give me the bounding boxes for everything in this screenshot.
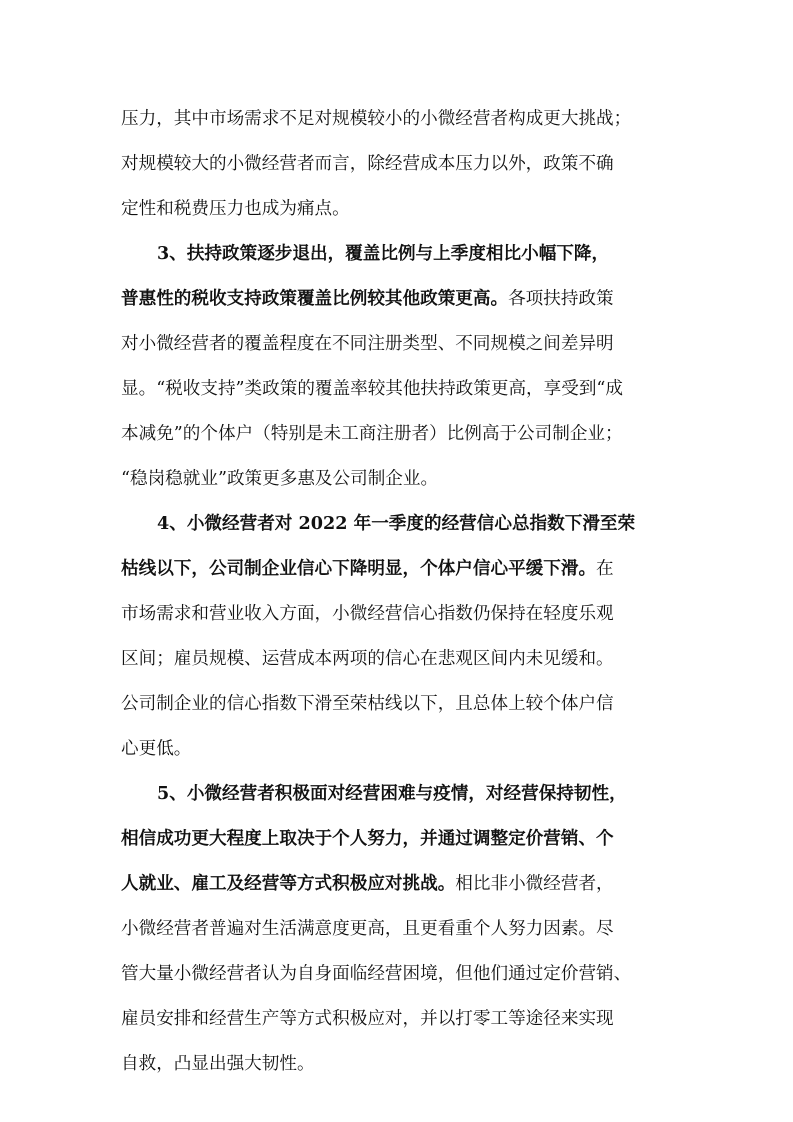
line-bold-text: 人就业、雇工及经营等方式积极应对挑战。 <box>121 873 456 894</box>
paragraph-line <box>121 868 681 900</box>
line-text: 各项扶持政策 <box>508 289 614 309</box>
line-text: 对小微经营者的覆盖程度在不同注册类型、不同规模之间差异明 <box>121 334 614 354</box>
paragraph-line <box>121 553 681 585</box>
line-text: 对规模较大的小微经营者而言，除经营成本压力以外，政策不确 <box>121 154 614 174</box>
paragraph-line <box>157 508 681 540</box>
line-bold-text: 4、小微经营者对 2022 年一季度的经营信心总指数下滑至荣 <box>157 513 636 534</box>
line-text: 雇员安排和经营生产等方式积极应对，并以打零工等途径来实现 <box>121 1009 614 1029</box>
paragraph-line <box>121 823 681 855</box>
line-text: 心更低。 <box>121 739 192 759</box>
paragraph-line <box>121 733 681 765</box>
line-bold-text: 枯线以下，公司制企业信心下降明显，个体户信心平缓下滑。 <box>121 558 597 579</box>
line-text: 公司制企业的信心指数下滑至荣枯线以下，且总体上较个体户信 <box>121 694 614 714</box>
line-text: 在 <box>596 559 614 579</box>
line-text: 市场需求和营业收入方面，小微经营信心指数仍保持在轻度乐观 <box>121 604 614 624</box>
paragraph-line <box>121 1048 681 1080</box>
line-bold-text: 普惠性的税收支持政策覆盖比例较其他政策更高。 <box>121 288 509 309</box>
line-text: 区间；雇员规模、运营成本两项的信心在悲观区间内未见缓和。 <box>121 649 614 669</box>
paragraph-line <box>121 418 681 450</box>
paragraph-line <box>121 1003 681 1035</box>
line-text: 显。“税收支持”类政策的覆盖率较其他扶持政策更高，享受到“成 <box>121 379 624 399</box>
paragraph-line <box>121 103 681 135</box>
paragraph-line <box>121 643 681 675</box>
paragraph-line <box>157 778 681 810</box>
paragraph-line <box>121 913 681 945</box>
line-text: “稳岗稳就业”政策更多惠及公司制企业。 <box>121 469 439 489</box>
line-text: 自救，凸显出强大韧性。 <box>121 1054 315 1074</box>
paragraph-line <box>121 598 681 630</box>
paragraph-line <box>121 373 681 405</box>
paragraph-line <box>121 148 681 180</box>
paragraph-line <box>121 463 681 495</box>
line-bold-text: 3、扶持政策逐步退出，覆盖比例与上季度相比小幅下降， <box>157 243 610 264</box>
line-bold-text: 5、小微经营者积极面对经营困难与疫情，对经营保持韧性， <box>157 783 627 804</box>
line-bold-text: 相信成功更大程度上取决于个人努力，并通过调整定价营销、个 <box>121 828 614 849</box>
line-text: 管大量小微经营者认为自身面临经营困境，但他们通过定价营销、 <box>121 964 632 984</box>
paragraph-line <box>121 193 681 225</box>
line-text: 小微经营者普遍对生活满意度更高，且更看重个人努力因素。尽 <box>121 919 614 939</box>
line-text: 定性和税费压力也成为痛点。 <box>121 199 350 219</box>
paragraph-line <box>157 238 681 270</box>
line-text: 相比非小微经营者， <box>455 874 614 894</box>
paragraph-line <box>121 283 681 315</box>
paragraph-line <box>121 328 681 360</box>
line-text: 压力，其中市场需求不足对规模较小的小微经营者构成更大挑战； <box>121 109 632 129</box>
paragraph-line <box>121 958 681 990</box>
line-text: 本减免”的个体户（特别是未工商注册者）比例高于公司制企业； <box>121 424 623 444</box>
paragraph-line <box>121 688 681 720</box>
